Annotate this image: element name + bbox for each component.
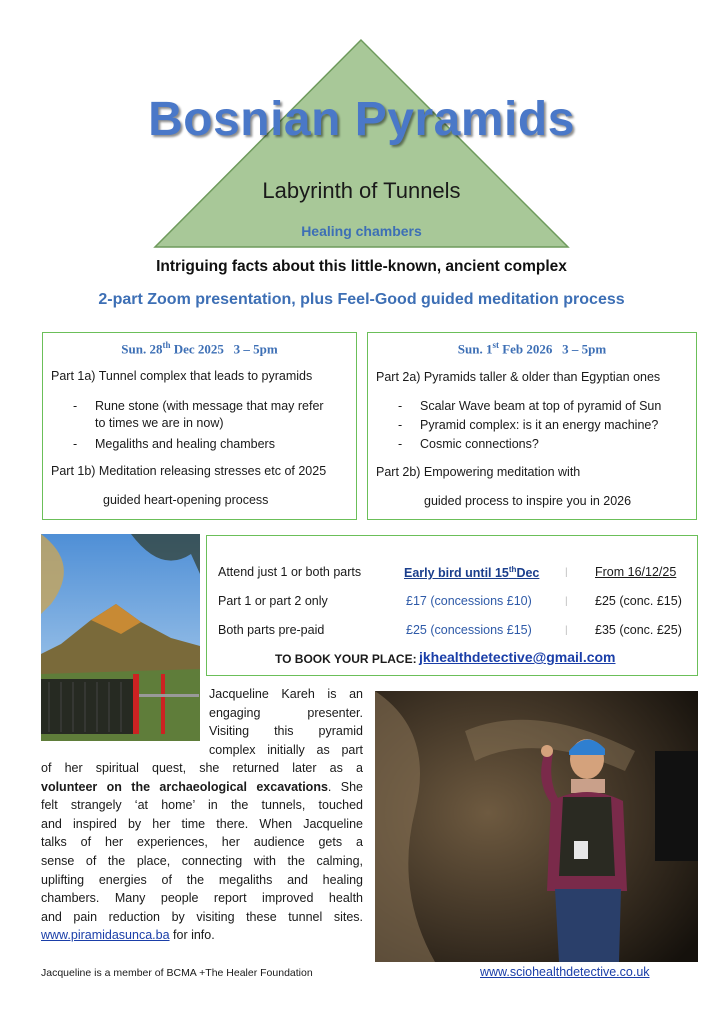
website-link[interactable]: www.sciohealthdetective.co.uk [480, 965, 650, 979]
part-2a: Part 2a) Pyramids taller & older than Egyptian ones [376, 370, 661, 384]
part-1b-continued: guided heart-opening process [103, 493, 269, 507]
piramidasunca-link[interactable]: www.piramidasunca.ba [41, 928, 170, 943]
pricing-header-label: Attend just 1 or both parts [218, 565, 362, 579]
session-2-date: Sun. 1st Feb 2026 3 – 5pm [457, 340, 607, 357]
row2-early-price: £25 (concessions £15) [406, 623, 532, 637]
booking-label: TO BOOK YOUR PLACE: [275, 652, 417, 666]
membership-note: Jacqueline is a member of BCMA +The Healer Foundation [41, 967, 313, 979]
bio-wide: of her spiritual quest, she returned later as a volunteer on the archaeological excavations. She felt strangely ‘at home’ in the tunnels, touched and inspired by her time there. When Jacqueline talks of her experiences, her audience gets a sense of the place, connecting with the calming, uplifting energies of the megaliths and healing chambers. Many people report improved health and pain reduction by visiting these tunnel sites. www.piramidasunca.ba for info. [41, 761, 363, 943]
list-item: Rune stone (with message that may refer [95, 399, 324, 413]
part-1b: Part 1b) Meditation releasing stresses etc of 2025 [51, 464, 327, 478]
part-2b: Part 2b) Empowering meditation with [376, 465, 581, 479]
healing-chambers-label: Healing chambers [301, 223, 422, 239]
row1-label: Part 1 or part 2 only [218, 594, 328, 608]
row2-later-price: £35 (conc. £25) [595, 623, 682, 637]
row1-early-price: £17 (concessions £10) [406, 594, 532, 608]
page-title: Bosnian Pyramids [148, 93, 575, 146]
list-item: Megaliths and healing chambers [95, 437, 275, 451]
session-2-box: Sun. 1st Feb 2026 3 – 5pm Part 2a) Pyramids taller & older than Egyptian ones - Scalar Wave beam at top of pyramid of Sun - Pyramid complex: is it an energy machine? - Cosmic connections? Part 2b) Empowering meditation with guided process to inspire you in 2026 [367, 332, 697, 520]
list-item: Pyramid complex: is it an energy machine? [420, 418, 659, 432]
bio-narrow: Jacqueline Kareh is an engaging presenter. Visiting this pyramid complex initially as part [209, 687, 363, 757]
pricing-box: Attend just 1 or both parts Early bird until 15thDec | From 16/12/25 Part 1 or part 2 only £17 (concessions £10) | £25 (conc. £15) Both parts pre-paid £25 (concessions £15) | £35 (conc. £25) TO BOOK YOUR PLACE: jkhealthdetective@gmail.com [206, 535, 698, 676]
tagline: Intriguing facts about this little-known, ancient complex [156, 258, 567, 275]
row2-label: Both parts pre-paid [218, 623, 325, 637]
page-subtitle: Labyrinth of Tunnels [262, 178, 461, 203]
part-1a: Part 1a) Tunnel complex that leads to pyramids [51, 369, 313, 383]
booking-email-link[interactable]: jkhealthdetective@gmail.com [419, 649, 616, 665]
list-item: Cosmic connections? [420, 437, 539, 451]
from-date-label: From 16/12/25 [595, 565, 677, 579]
row1-later-price: £25 (conc. £15) [595, 594, 682, 608]
early-bird-label: Early bird until 15thDec [404, 565, 540, 581]
pyramid-photo [41, 534, 200, 741]
part-2b-continued: guided process to inspire you in 2026 [424, 494, 632, 508]
tunnel-photo [375, 691, 698, 962]
session-1-box: Sun. 28th Dec 2025 3 – 5pm Part 1a) Tunnel complex that leads to pyramids - Rune stone (with message that may refer to times we are in now) - Megaliths and healing chambers Part 1b) Meditation releasing stresses etc of 2025 guided heart-opening process [42, 332, 357, 520]
list-item: Scalar Wave beam at top of pyramid of Sun [420, 399, 662, 413]
list-item: to times we are in now) [95, 416, 224, 430]
session-1-date: Sun. 28th Dec 2025 3 – 5pm [121, 340, 278, 357]
zoom-presentation-line: 2-part Zoom presentation, plus Feel-Good guided meditation process [98, 291, 625, 308]
